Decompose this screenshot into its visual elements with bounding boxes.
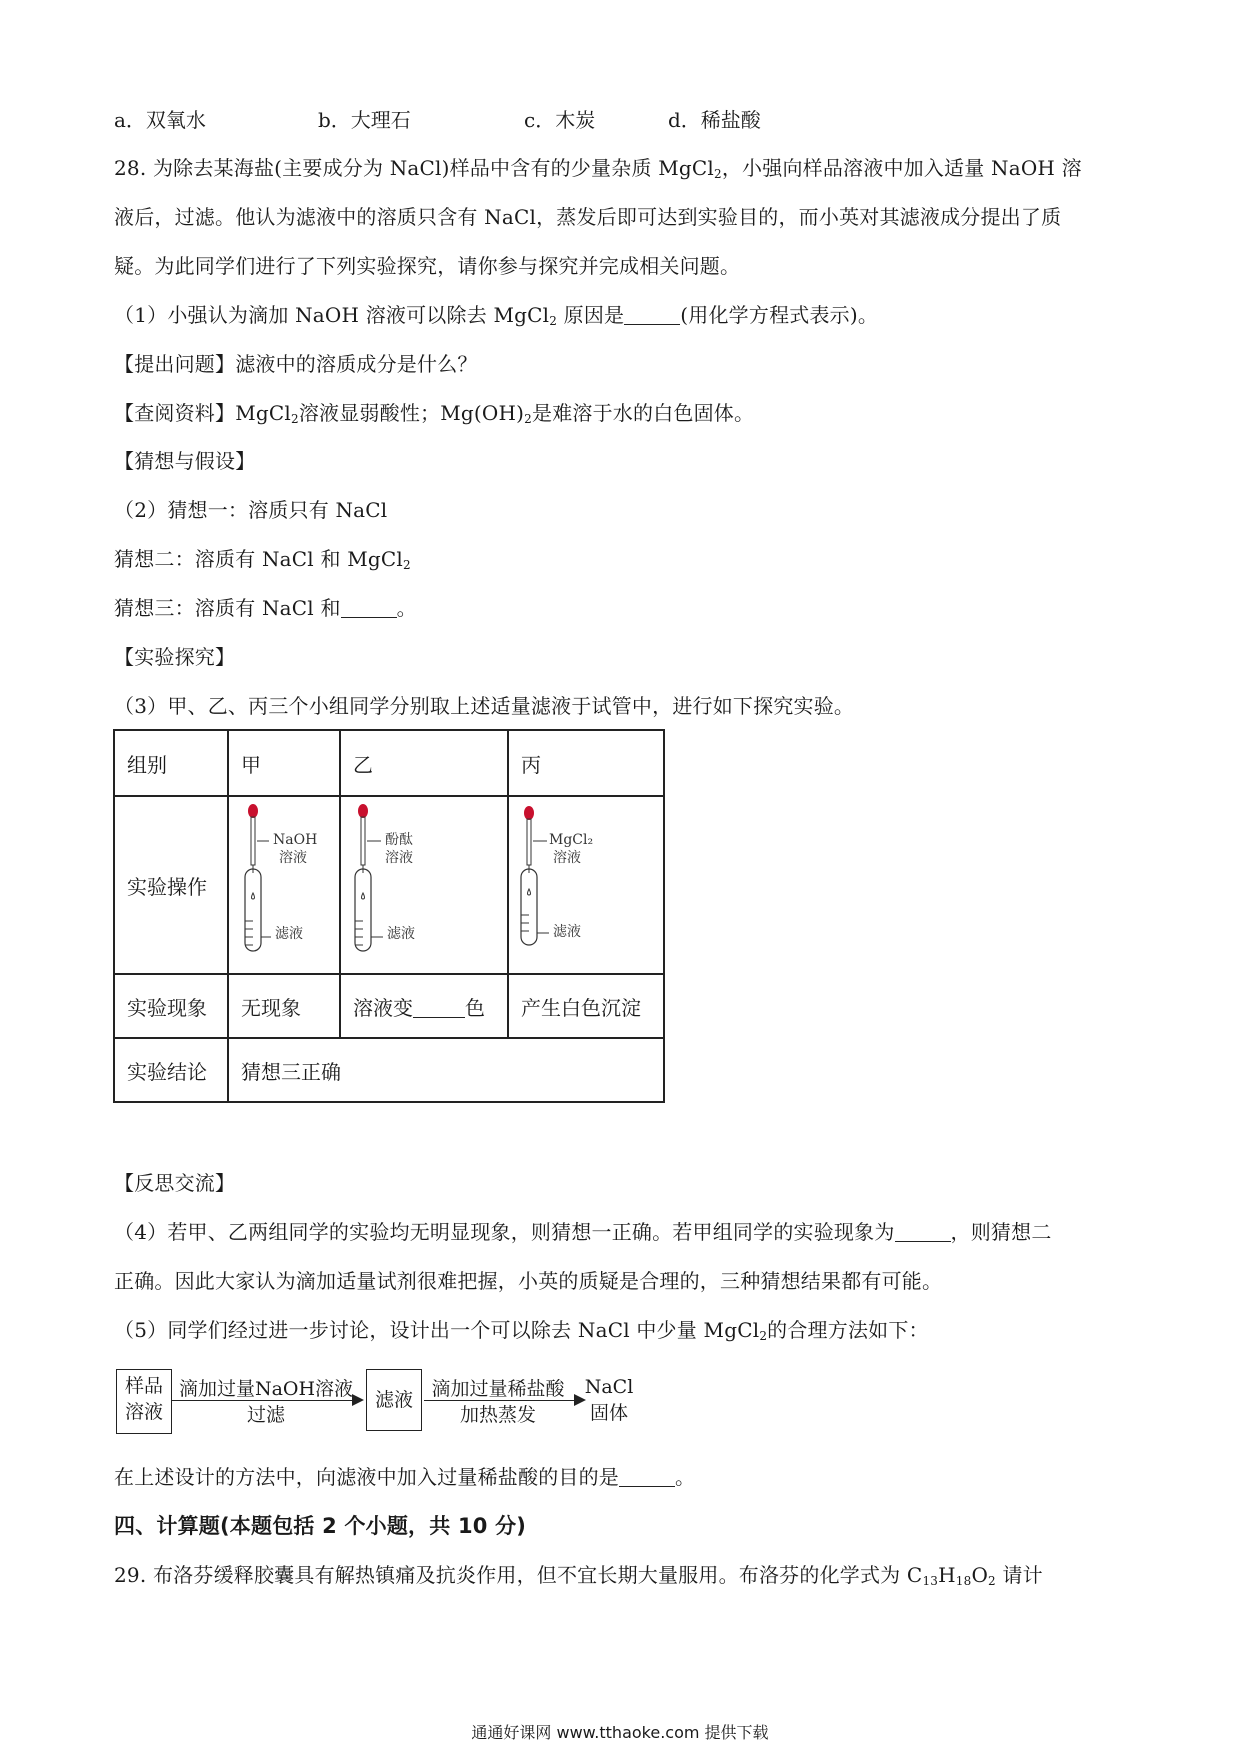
header-jia: 甲 — [228, 730, 340, 796]
flow-step2-bottom: 加热蒸发 — [459, 1404, 536, 1426]
table-row-conclusion — [114, 1038, 664, 1102]
reagent-label: NaOH 溶液 — [273, 832, 318, 866]
table-row-phenomenon — [114, 974, 664, 1038]
ref-c: 是难溶于水的白色固体。 — [532, 401, 755, 425]
liquid-label: 滤液 — [553, 924, 581, 940]
flow-step1-top: 滴加过量NaOH溶液 — [178, 1378, 354, 1400]
part1-a: （1）小强认为滴加 NaOH 溶液可以除去 MgCl — [114, 303, 550, 327]
reflect-heading: 【反思交流】 — [114, 1171, 236, 1195]
guess-heading: 【猜想与假设】 — [114, 449, 256, 473]
sub-2: 2 — [759, 1329, 768, 1343]
flow-box-sample: 样品 溶液 — [116, 1369, 172, 1434]
reference-info — [114, 398, 754, 428]
header-yi: 乙 — [340, 730, 508, 796]
option-a: a．双氧水 — [114, 108, 206, 132]
flow-end: NaCl 固体 — [584, 1376, 634, 1424]
q28-line1-a: 28. 为除去某海盐(主要成分为 NaCl)样品中含有的少量杂质 MgCl — [114, 156, 714, 180]
illustration-bing — [508, 796, 664, 974]
header-bing: 丙 — [508, 730, 664, 796]
dropper-tube-icon — [341, 797, 507, 973]
answer-blank[interactable] — [341, 599, 397, 618]
experiment-table — [113, 729, 665, 1103]
guess-3 — [114, 593, 417, 623]
footer-source: 通通好课网 www.tthaoke.com 提供下载 — [471, 1723, 769, 1742]
header-group: 组别 — [114, 730, 228, 796]
answer-blank[interactable] — [895, 1223, 951, 1242]
sub-2: 2 — [290, 412, 299, 426]
table-row-operation — [114, 796, 664, 974]
sub-2: 2 — [714, 167, 722, 181]
part4-line2: 正确。因此大家认为滴加适量试剂很难把握，小英的质疑是合理的，三种猜想结果都有可能。 — [114, 1269, 943, 1293]
guess-2 — [114, 544, 411, 574]
illustration-jia — [228, 796, 340, 974]
part5-text: （5）同学们经过进一步讨论，设计出一个可以除去 NaCl 中少量 MgCl$_2$的合理方法如下： — [114, 1318, 929, 1343]
sub-2: 2 — [549, 314, 558, 328]
illustration-yi — [340, 796, 508, 974]
liquid-label: 滤液 — [387, 926, 415, 942]
guess-3-end: 。 — [396, 596, 417, 620]
option-b: b．大理石 — [318, 108, 411, 132]
option-d: d．稀盐酸 — [668, 108, 761, 132]
part6-text: 在上述设计的方法中，向滤液中加入过量稀盐酸的目的是 。 — [114, 1465, 696, 1489]
part1-c: (用化学方程式表示)。 — [680, 303, 879, 327]
flow-box-filtrate: 滤液 — [366, 1369, 422, 1431]
section-4-heading: 四、计算题(本题包括 2 个小题，共 10 分) — [114, 1514, 527, 1538]
dropper-tube-icon — [509, 797, 663, 973]
phenomenon-yi: 溶液变 色 — [340, 974, 508, 1038]
guess-1: （2）猜想一：溶质只有 NaCl — [114, 498, 388, 522]
phenomenon-bing: 产生白色沉淀 — [508, 974, 664, 1038]
option-c: c．木炭 — [524, 108, 596, 132]
part3-text: （3）甲、乙、丙三个小组同学分别取上述适量滤液于试管中，进行如下探究实验。 — [114, 694, 855, 718]
sub-2: 2 — [524, 412, 532, 426]
operation-label: 实验操作 — [114, 796, 228, 974]
q28-line1 — [114, 153, 1082, 183]
experiment-heading: 【实验探究】 — [114, 645, 236, 669]
liquid-label: 滤液 — [275, 926, 303, 942]
q28-line1-b: ，小强向样品溶液中加入适量 NaOH 溶 — [721, 156, 1082, 180]
phenomenon-label: 实验现象 — [114, 974, 228, 1038]
part1-b: 原因是 — [557, 303, 625, 327]
ref-b: 溶液显弱酸性；Mg(OH) — [298, 401, 525, 425]
flow-step2-top: 滴加过量稀盐酸 — [431, 1378, 565, 1400]
q28-line2: 液后，过滤。他认为滤液中的溶质只含有 NaCl，蒸发后即可达到实验目的，而小英对其滤液成分提出了质 — [114, 205, 1062, 229]
q28-line3: 疑。为此同学们进行了下列实验探究，请你参与探究并完成相关问题。 — [114, 254, 741, 278]
dropper-tube-icon — [229, 797, 339, 973]
ref-a: 【查阅资料】MgCl — [114, 401, 291, 425]
conclusion-label: 实验结论 — [114, 1038, 228, 1102]
table-header-row — [114, 730, 664, 796]
part4-line1: （4）若甲、乙两组同学的实验均无明显现象，则猜想一正确。若甲组同学的实验现象为 ，则猜想二 — [114, 1220, 1052, 1244]
reagent-label: MgCl₂ 溶液 — [549, 832, 594, 866]
guess-2-text: 猜想二：溶质有 NaCl 和 MgCl — [114, 547, 403, 571]
guess-3-text: 猜想三：溶质有 NaCl 和 — [114, 596, 341, 620]
conclusion-value: 猜想三正确 — [228, 1038, 664, 1102]
q29-text: 29. 布洛芬缓释胶囊具有解热镇痛及抗炎作用，但不宜长期大量服用。布洛芬的化学式为 $C_{13}H_{18}O_2$ 请计 — [114, 1563, 1043, 1588]
ask-question: 【提出问题】滤液中的溶质成分是什么？ — [114, 352, 478, 376]
phenomenon-jia: 无现象 — [228, 974, 340, 1038]
answer-blank[interactable] — [413, 999, 465, 1018]
sub-2: 2 — [402, 558, 411, 572]
q28-part1 — [114, 300, 878, 330]
answer-blank[interactable] — [619, 1468, 675, 1487]
flow-step1-bottom: 过滤 — [246, 1404, 285, 1426]
reagent-label: 酚酞 溶液 — [385, 832, 413, 866]
answer-blank[interactable] — [624, 306, 680, 325]
